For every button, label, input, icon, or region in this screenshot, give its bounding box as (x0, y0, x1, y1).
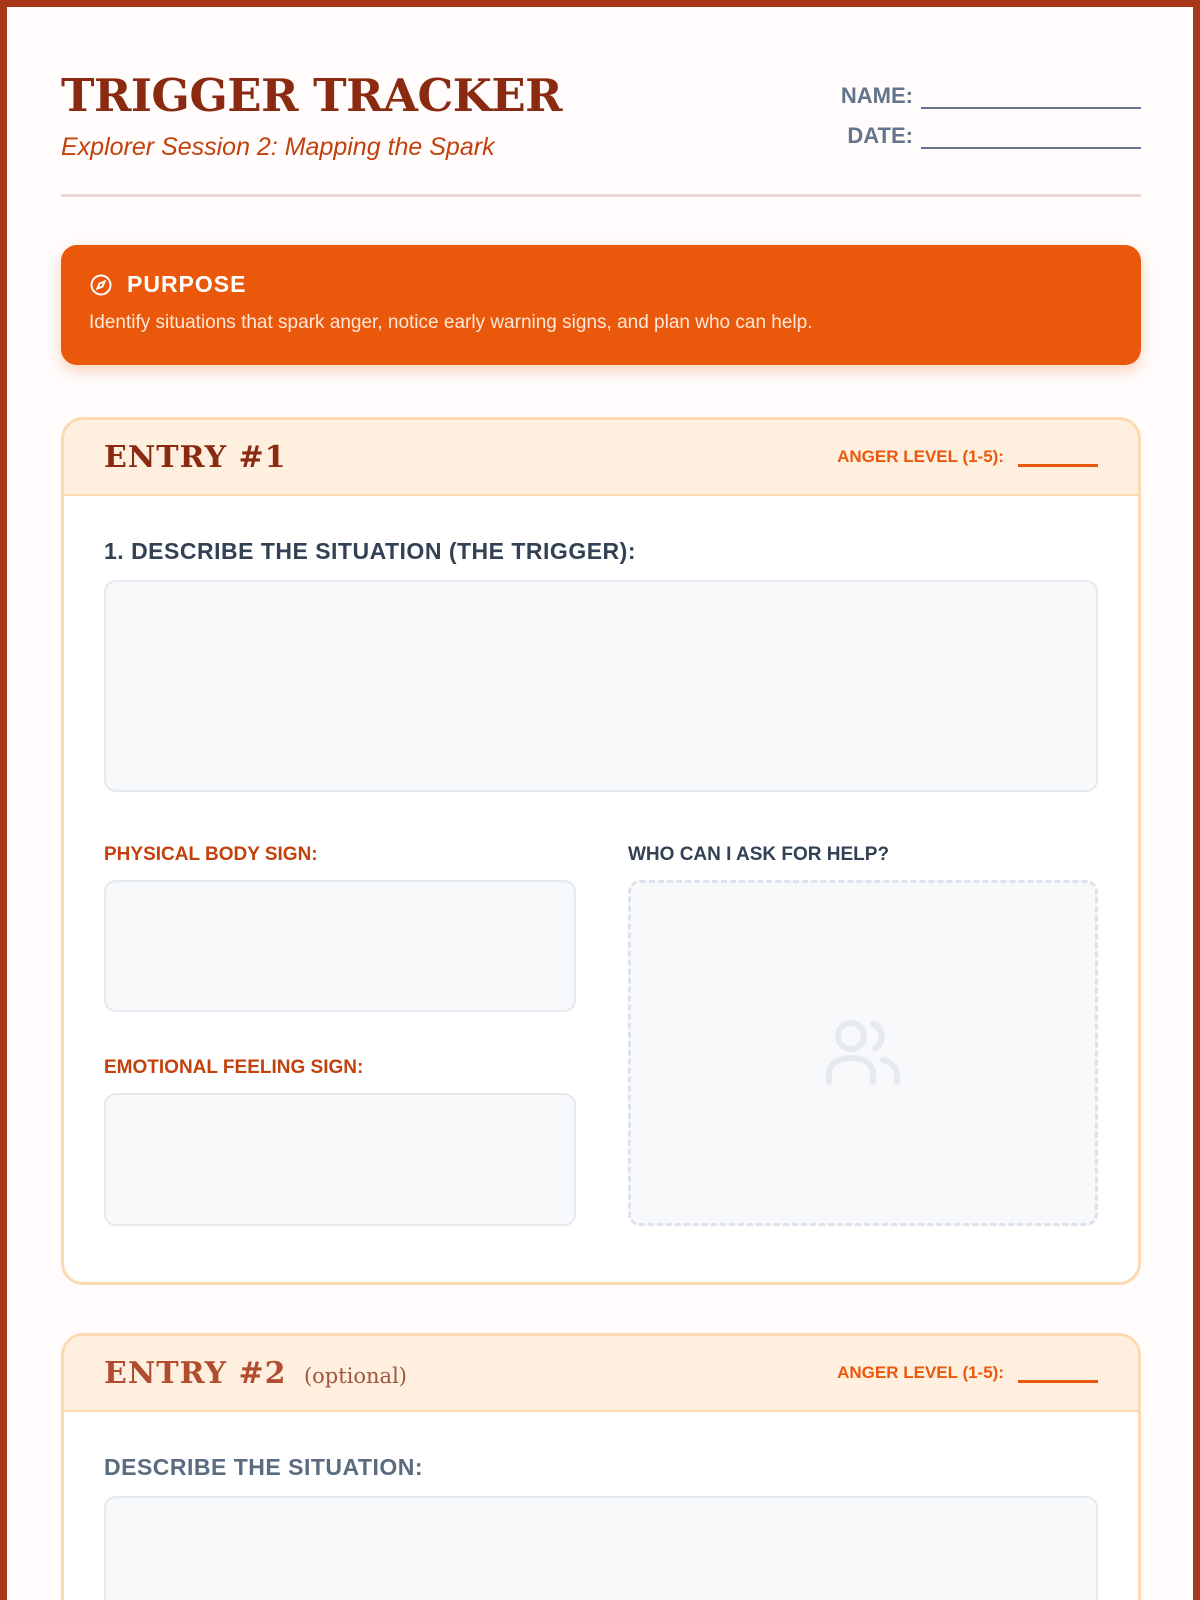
body-sign-label: PHYSICAL BODY SIGN: (104, 844, 318, 865)
anger-level-blank[interactable] (1018, 1365, 1098, 1383)
situation-label: 1. DESCRIBE THE SITUATION (THE TRIGGER): (104, 538, 636, 564)
date-field[interactable] (847, 123, 1141, 149)
anger-level-field[interactable] (837, 1363, 1098, 1383)
purpose-heading: PURPOSE (127, 271, 247, 297)
help-label: WHO CAN I ASK FOR HELP? (628, 844, 890, 865)
anger-level-field[interactable] (837, 447, 1098, 467)
anger-level-label: ANGER LEVEL (1-5): (837, 447, 1004, 466)
name-field[interactable] (841, 83, 1141, 109)
date-label: DATE: (847, 123, 913, 148)
entry-title-text: ENTRY #2 (104, 1355, 287, 1391)
entry-header (64, 420, 1138, 496)
help-input[interactable] (628, 880, 1098, 1226)
page-title: TRIGGER TRACKER (61, 69, 563, 122)
compass-icon (89, 273, 113, 297)
feeling-sign-label: EMOTIONAL FEELING SIGN: (104, 1057, 364, 1078)
body-sign-input[interactable] (104, 880, 576, 1012)
name-label: NAME: (840, 83, 913, 108)
entry-title (104, 1356, 407, 1391)
purpose-text: Identify situations that spark anger, notice early warning signs, and plan who can help. (89, 312, 813, 333)
anger-level-blank[interactable] (1018, 449, 1098, 467)
purpose-banner (61, 245, 1141, 365)
situation-input[interactable] (104, 1496, 1098, 1600)
name-blank-line[interactable] (921, 89, 1141, 109)
entry-header (64, 1336, 1138, 1412)
situation-input[interactable] (104, 580, 1098, 792)
date-blank-line[interactable] (921, 129, 1141, 149)
feeling-sign-input[interactable] (104, 1093, 576, 1226)
entry-card-2 (61, 1333, 1141, 1600)
entry-card-1 (61, 417, 1141, 1285)
anger-level-label: ANGER LEVEL (1-5): (837, 1363, 1004, 1382)
situation-label: DESCRIBE THE SITUATION: (104, 1454, 424, 1480)
worksheet-page (7, 7, 1193, 1600)
people-icon (825, 1016, 901, 1091)
worksheet-header (61, 65, 1141, 197)
page-subtitle: Explorer Session 2: Mapping the Spark (61, 133, 495, 161)
entry-title: ENTRY #1 (104, 439, 287, 475)
entry-optional-note: (optional) (303, 1363, 407, 1388)
